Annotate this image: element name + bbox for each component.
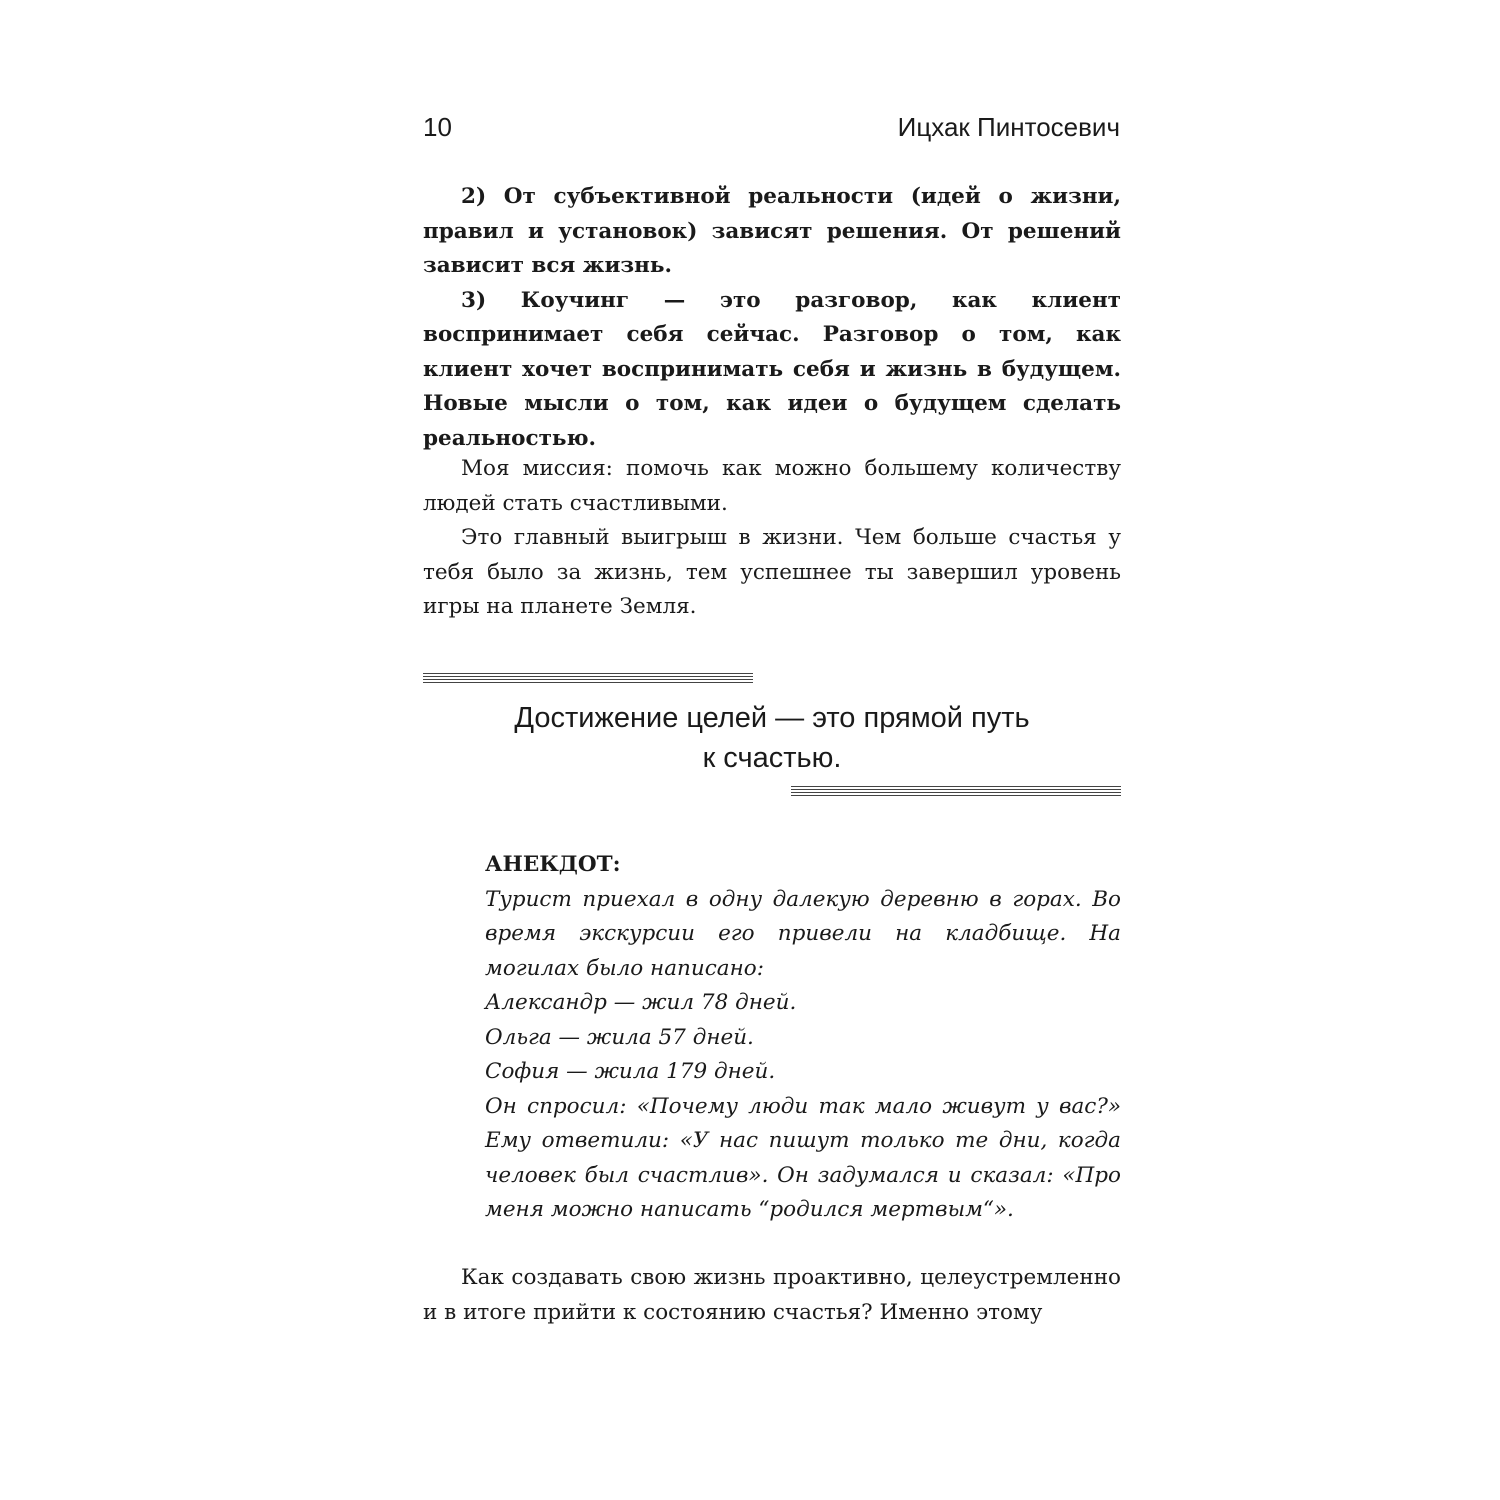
closing-paragraph: Как создавать свою жизнь проактивно, целеустремленно и в итоге прийти к состоянию счастья? Именно этому: [423, 1265, 1121, 1325]
anecdote-box: [485, 848, 1121, 1228]
anecdote-ending: Он спросил: «Почему люди так мало живут у вас?» Ему ответили: «У нас пишут только те дни, когда человек был счастлив». Он задумался и сказал: «Про меня можно написать “родился мертвым“».: [485, 1093, 1121, 1222]
section-heading: [423, 698, 1121, 778]
anecdote-grave: Ольга — жила 57 дней.: [485, 1024, 754, 1050]
mission-section: [423, 452, 1121, 625]
anecdote-grave: Александр — жил 78 дней.: [485, 990, 797, 1015]
bold-point: 2) От субъективной реальности (идей о жизни, правил и установок) зависят решения. От решений зависит вся жизнь.: [423, 184, 1121, 278]
heading-line-2: к счастью.: [702, 742, 842, 774]
anecdote-title: АНЕКДОТ:: [485, 852, 621, 877]
page-number: 10: [423, 112, 452, 142]
mission-paragraph: Моя миссия: помочь как можно большему количеству людей стать счастливыми.: [423, 456, 1121, 516]
mission-paragraph: Это главный выигрыш в жизни. Чем больше счастья у тебя было за жизнь, тем успешнее ты завершил уровень игры на планете Земля.: [423, 525, 1121, 619]
decorative-rule-top: [423, 673, 753, 684]
decorative-rule-bottom: [791, 786, 1121, 797]
heading-line-1: Достижение целей — это прямой путь: [514, 702, 1030, 734]
anecdote-intro: Турист приехал в одну далекую деревню в горах. Во время экскурсии его привели на кладбище. На могилах было написано:: [485, 886, 1121, 981]
anecdote-grave: София — жила 179 дней.: [485, 1059, 776, 1084]
running-head-author: Ицхак Пинтосевич: [897, 112, 1120, 142]
bold-points: [423, 180, 1121, 456]
bold-point: 3) Коучинг — это разговор, как клиент воспринимает себя сейчас. Разговор о том, как клиент хочет воспринимать себя и жизнь в будущем. Новые мысли о том, как идеи о будущем сделать реальностью.: [423, 287, 1121, 451]
closing-section: [423, 1261, 1121, 1330]
